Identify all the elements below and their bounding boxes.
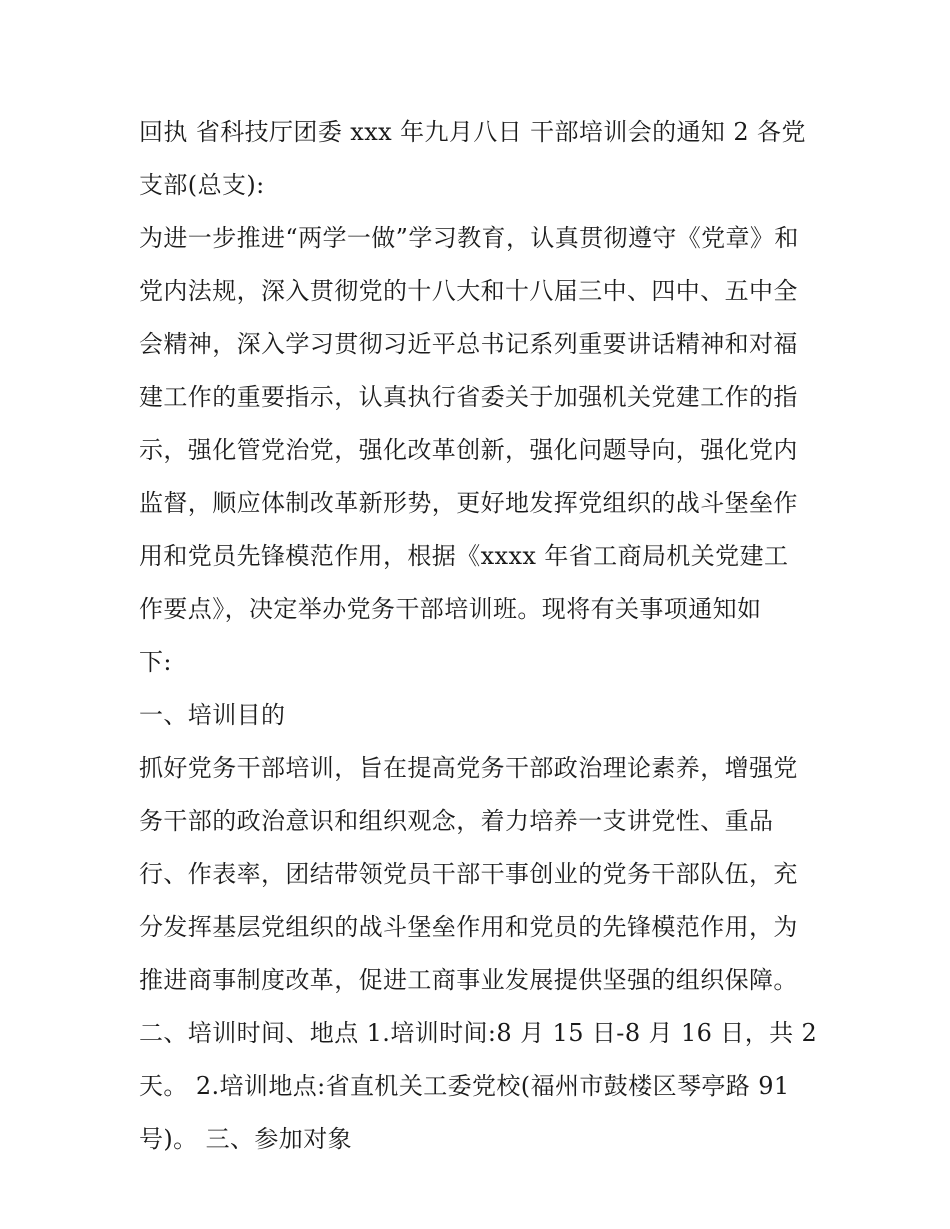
text-line: 天。 2.培训地点:省直机关工委党校(福州市鼓楼区琴亭路 91 bbox=[139, 1072, 790, 1100]
text-line: 监督，顺应体制改革新形势，更好地发挥党组织的战斗堡垒作 bbox=[139, 489, 798, 517]
text-line: 行、作表率，团结带领党员干部干事创业的党务干部队伍，充 bbox=[139, 860, 798, 888]
text-line: 推进商事制度改革，促进工商事业发展提供坚强的组织保障。 bbox=[139, 966, 798, 994]
text-line: 会精神，深入学习贯彻习近平总书记系列重要讲话精神和对福 bbox=[139, 330, 798, 358]
text-line: 党内法规，深入贯彻党的十八大和十八届三中、四中、五中全 bbox=[139, 277, 798, 305]
text-line: 分发挥基层党组织的战斗堡垒作用和党员的先锋模范作用，为 bbox=[139, 913, 798, 941]
text-line: 用和党员先锋模范作用，根据《xxxx 年省工商局机关党建工 bbox=[139, 542, 789, 570]
text-line: 建工作的重要指示，认真执行省委关于加强机关党建工作的指 bbox=[139, 383, 798, 411]
text-line: 下: bbox=[139, 648, 172, 676]
text-line: 回执 省科技厅团委 xxx 年九月八日 干部培训会的通知 2 各党 bbox=[139, 118, 806, 146]
text-line: 支部(总支): bbox=[139, 171, 265, 199]
text-line: 抓好党务干部培训，旨在提高党务干部政治理论素养，增强党 bbox=[139, 754, 798, 782]
text-line: 为进一步推进“两学一做”学习教育，认真贯彻遵守《党章》和 bbox=[139, 224, 799, 252]
text-line: 务干部的政治意识和组织观念，着力培养一支讲党性、重品 bbox=[139, 807, 774, 835]
section-heading: 一、培训目的 bbox=[139, 701, 286, 729]
text-line: 号)。 三、参加对象 bbox=[139, 1125, 352, 1153]
text-line: 示，强化管党治党，强化改革创新，强化问题导向，强化党内 bbox=[139, 436, 798, 464]
document-body bbox=[139, 106, 829, 1166]
text-line: 作要点》，决定举办党务干部培训班。现将有关事项通知如 bbox=[139, 595, 762, 623]
text-line: 二、培训时间、地点 1.培训时间:8 月 15 日-8 月 16 日，共 2 bbox=[139, 1019, 818, 1047]
